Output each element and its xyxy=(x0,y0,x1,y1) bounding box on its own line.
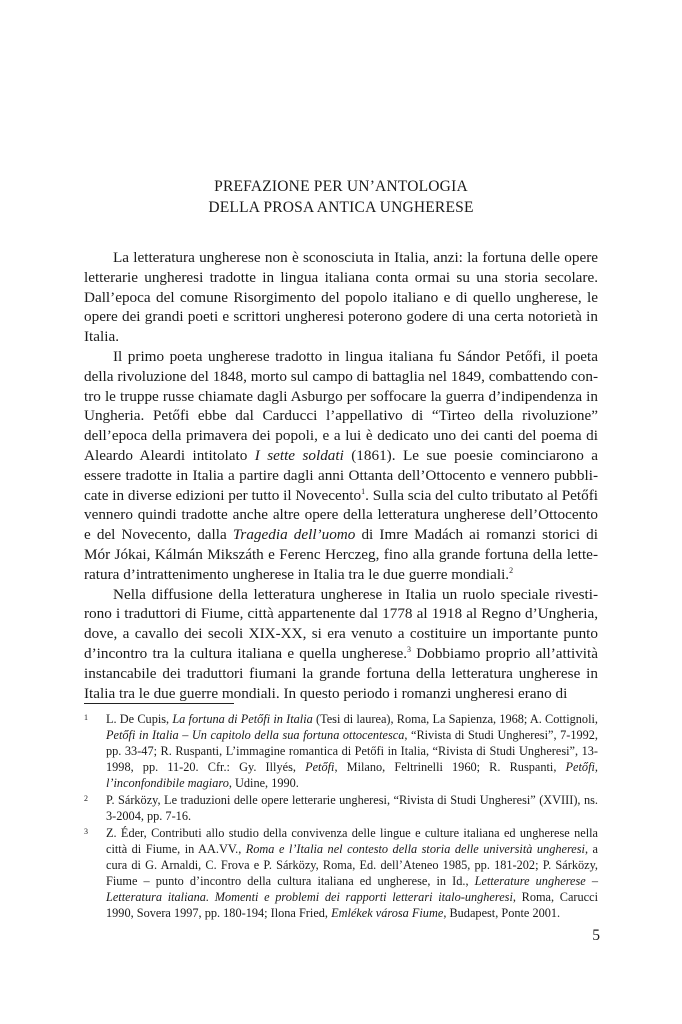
footnote-text xyxy=(106,711,598,791)
footnote-number: 3 xyxy=(84,827,88,836)
footnote-text: P. Sárközy, Le traduzioni delle opere letterarie ungheresi, “Rivista di Studi Ungheresi” (XVIII), ns. 3-2004, pp. 7-16. xyxy=(106,793,598,823)
footnote-text-part: Z. Éder, Contributi allo studio della convivenza delle lingue e culture italiana ed ungherese nella città di Fiume, in AA.VV., xyxy=(106,826,598,856)
footnote-italic-title: Roma e l’Italia nel contesto della storia delle università ungheresi xyxy=(245,842,585,856)
footnote-text-part: , Budapest, Ponte 2001. xyxy=(443,906,561,920)
footnote-text-part: , a cura di G. Arnaldi, C. Frova e P. Sárközy, Roma, Ed. dell’Ateneo 1985, pp. 181-202; P. Sárközy, Fiume – punto d’incontro della cultura italiana ed ungherese, in Id., xyxy=(106,842,598,888)
footnote-italic-title: Letterature ungherese – Letteratura italiana. Momenti e problemi dei rapporti letterari italo-ungheresi xyxy=(106,874,598,904)
page-title xyxy=(0,176,682,218)
main-text xyxy=(84,248,598,703)
paragraph-2-text-c: . Sulla scia del culto tributato al Petőfi vennero quindi tradotte anche altre opere della letteratura ungherese dell’Ottocento e del Novecento, dalla xyxy=(84,486,598,544)
paragraph-2 xyxy=(84,347,598,585)
footnote-text xyxy=(106,825,598,921)
footnote-italic-title: Petőfi in Italia – Un capitolo della sua fortuna ottocentesca xyxy=(106,728,405,742)
footnote-ref-3: 3 xyxy=(407,644,412,654)
paragraph-3-text-b: Dobbiamo proprio all’attività instancabile dei traduttori fiumani la grande fortuna della letteratura ungherese in Italia tra le due guerre mondiali. In questo periodo i romanzi ungheresi erano di xyxy=(84,644,598,702)
footnote-ref-1: 1 xyxy=(361,486,366,496)
footnote-italic-title: Petőfi xyxy=(305,760,335,774)
footnote-text-part: , Udine, 1990. xyxy=(228,776,299,790)
book-title-tragedia: Tragedia dell’uomo xyxy=(232,526,356,544)
footnote-italic-title: La fortuna di Petőfi in Italia xyxy=(172,712,313,726)
footnote-2 xyxy=(84,792,598,824)
footnote-text-part: (Tesi di laurea), Roma, La Sapienza, 1968; A. Cottignoli, xyxy=(312,712,598,726)
footnote-text-part: L. De Cupis, xyxy=(106,712,173,726)
title-line-1: PREFAZIONE PER UN’ANTOLOGIA xyxy=(214,178,468,195)
paragraph-2-text-d: di Imre Madách ai romanzi storici di Mór Jókai, Kálmán Mikszáth e Ferenc Herczeg, fino alla grande fortuna della letteratura d’intrattenimento ungherese in Italia tra le due guerre mondiali. xyxy=(84,526,598,583)
footnote-1 xyxy=(84,711,598,791)
paragraph-3-text-a: Nella diffusione della letteratura ungherese in Italia un ruolo speciale rivestirono i traduttori di Fiume, città appartenente dal 1778 al 1918 al Regno d’Ungheria, dove, a cavallo dei secoli XIX-XX, si era venuto a costituire un importante punto d’incontro tra la cultura italiana e quella ungherese. xyxy=(84,585,598,662)
book-title-sette-soldati: I sette soldati xyxy=(254,446,344,464)
footnote-ref-2: 2 xyxy=(509,565,514,575)
footnote-divider xyxy=(84,703,234,704)
paragraph-1: La letteratura ungherese non è sconosciuta in Italia, anzi: la fortuna delle opere letterarie ungheresi tradotte in lingua italiana conta ormai su una storia secolare. Dall’epoca del comune Risorgimento del popolo italiano e di quello ungherese, le opere dei grandi poeti e scrittori ungheresi poterono godere di una certa notorietà in Italia. xyxy=(84,249,598,346)
footnote-text-part: , “Rivista di Studi Ungheresi”, 7-1992, pp. 33-47; R. Ruspanti, L’immagine romantica di Petőfi in Italia, “Rivista di Studi Ungheresi”, 13-1998, pp. 11-20. Cfr.: Gy. Illyés, xyxy=(106,728,599,774)
footnote-italic-title: Petőfi, l’inconfondibile magiaro xyxy=(106,760,598,790)
page-number: 5 xyxy=(592,927,600,944)
footnote-italic-title: Emlékek városa Fiume xyxy=(331,906,444,920)
title-line-2: DELLA PROSA ANTICA UNGHERESE xyxy=(208,199,474,216)
footnote-text-part: , Milano, Feltrinelli 1960; R. Ruspanti, xyxy=(334,760,566,774)
footnotes xyxy=(84,711,598,922)
paragraph-2-text-b: (1861). Le sue poesie cominciarono a essere tradotte in Italia a partire dagli anni Ottanta dell’Ottocento e vennero pubblicate in diverse edizioni per tutto il Novecento xyxy=(84,446,598,504)
footnote-number: 1 xyxy=(84,713,88,722)
paragraph-2-text-a: Il primo poeta ungherese tradotto in lingua italiana fu Sándor Petőfi, il poeta della rivoluzione del 1848, morto sul campo di battaglia nel 1849, combattendo contro le truppe russe chiamate dagli Asburgo per soffocare la guerra d’indipendenza in Ungheria. Petőfi ebbe dal Carducci l’appellativo di “Tirteo della rivoluzione” dell’epoca della primavera dei popoli, e a lui è dedicato uno dei canti del poema di Aleardo Aleardi intitolato xyxy=(84,347,598,464)
footnote-3 xyxy=(84,825,598,921)
paragraph-3 xyxy=(84,585,598,704)
footnote-text-part: , Roma, Carucci 1990, Sovera 1997, pp. 180-194; Ilona Fried, xyxy=(106,890,598,920)
footnote-number: 2 xyxy=(84,794,88,803)
